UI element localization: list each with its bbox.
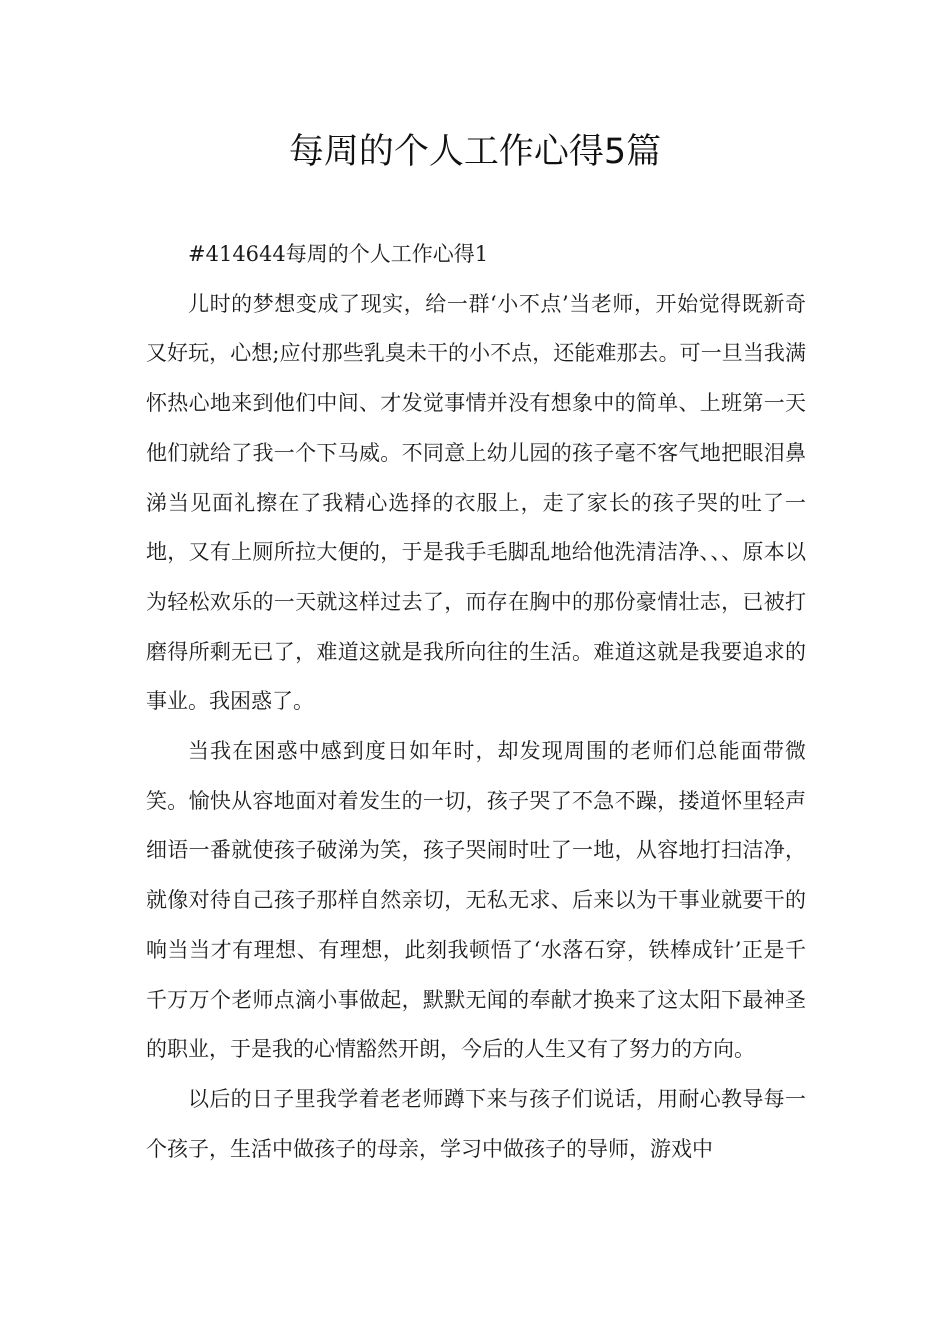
paragraph-1: 儿时的梦想变成了现实，给一群‘小不点’当老师，开始觉得既新奇又好玩，心想;应付那些乳臭未干的小不点，还能难那去。可一旦当我满怀热心地来到他们中间、才发觉事情并没有想象中的简单、上班第一天他们就给了我一个下马威。不同意上幼儿园的孩子毫不客气地把眼泪鼻涕当见面礼擦在了我精心选择的衣服上，走了家长的孩子哭的吐了一地，又有上厕所拉大便的，于是我手毛脚乱地给他洗清洁净、、、原本以为轻松欢乐的一天就这样过去了，而存在胸中的那份豪情壮志，已被打磨得所剩无已了，难道这就是我所向往的生活。难道这就是我要追求的事业。我困惑了。	[146, 291, 806, 714]
paragraph-2: 当我在困惑中感到度日如年时，却发现周围的老师们总能面带微笑。愉快从容地面对着发生的一切，孩子哭了不急不躁，搂道怀里轻声细语一番就使孩子破涕为笑，孩子哭闹时吐了一地，从容地打扫洁净，就像对待自己孩子那样自然亲切，无私无求、后来以为干事业就要干的响当当才有理想、有理想，此刻我顿悟了‘水落石穿，铁棒成针’正是千千万万个老师点滴小事做起，默默无闻的奉献才换来了这太阳下最神圣的职业，于是我的心情豁然开朗，今后的人生又有了努力的方向。	[146, 739, 806, 1062]
section-heading: #414644每周的个人工作心得1	[188, 242, 489, 266]
document-title: 每周的个人工作心得5篇	[288, 132, 662, 172]
document-body	[146, 230, 806, 1174]
paragraph-3: 以后的日子里我学着老老师蹲下来与孩子们说话，用耐心教导每一个孩子，生活中做孩子的母亲，学习中做孩子的导师，游戏中	[146, 1086, 806, 1161]
